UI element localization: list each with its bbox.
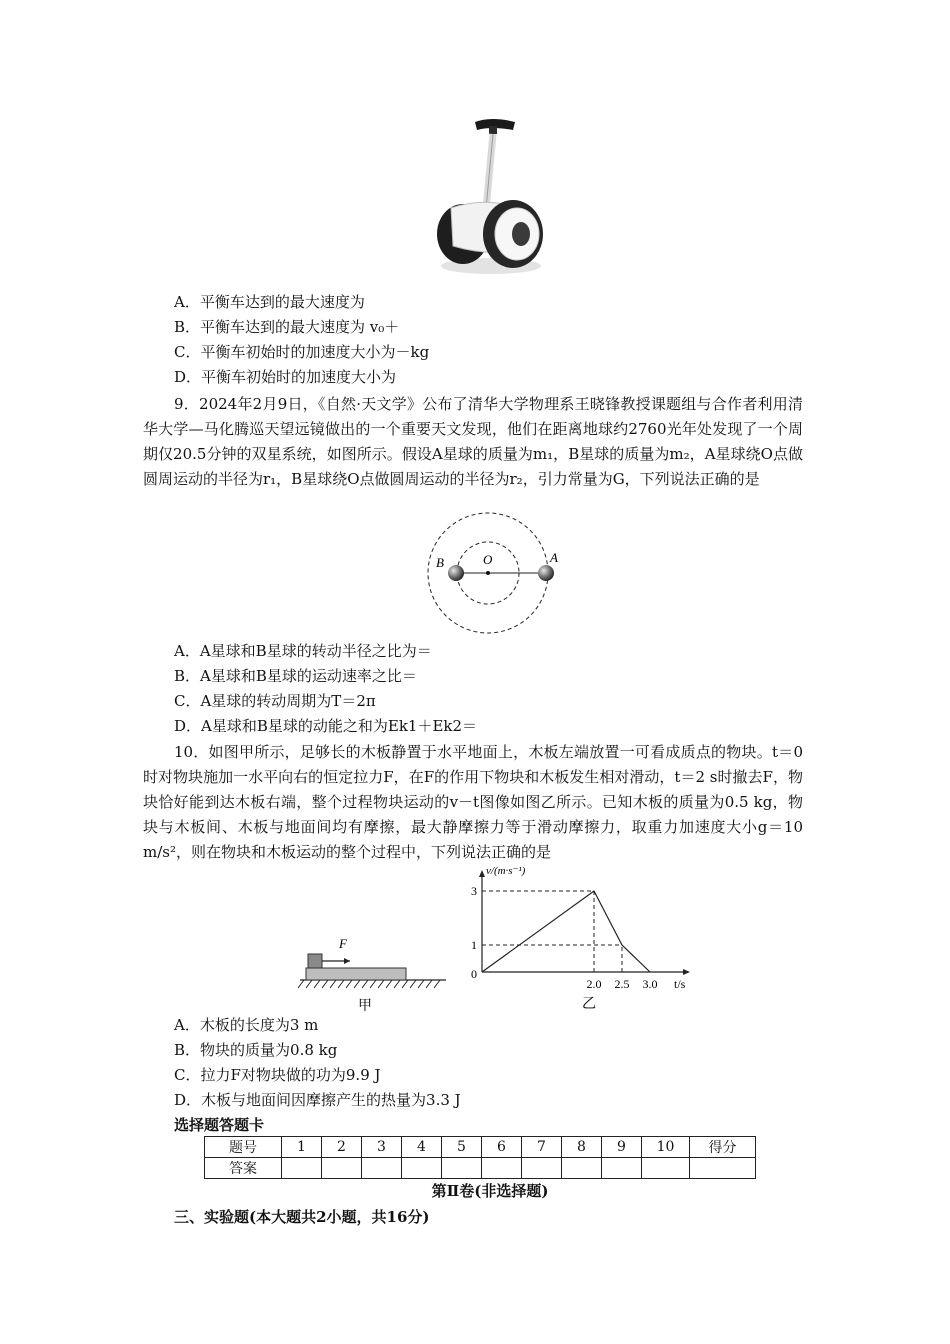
- vt-chart: [462, 860, 702, 1018]
- board: [306, 968, 406, 980]
- header-cell: 5: [442, 1137, 482, 1158]
- q10-option-d: D．木板与地面间因摩擦产生的热量为3.3 J: [174, 1091, 461, 1109]
- q10-option-c: C．拉力F对物块做的功为9.9 J: [174, 1066, 381, 1084]
- header-cell: 9: [602, 1137, 642, 1158]
- origin-label: 0: [471, 967, 477, 981]
- y-tick-label: 1: [471, 938, 477, 952]
- q9-option-b: B．A星球和B星球的运动速率之比＝: [174, 667, 417, 685]
- header-cell: 6: [482, 1137, 522, 1158]
- header-cell: 得分: [690, 1137, 756, 1158]
- label-a: A: [550, 550, 558, 565]
- header-cell: 题号: [205, 1137, 282, 1158]
- answer-cell[interactable]: [442, 1158, 482, 1179]
- score-cell[interactable]: [690, 1158, 756, 1179]
- answer-card-header-row: [205, 1137, 756, 1158]
- q8-option-b: B．平衡车达到的最大速度为 v₀＋: [174, 318, 400, 336]
- answer-cell[interactable]: [602, 1158, 642, 1179]
- star-b: [448, 565, 464, 581]
- answer-cell[interactable]: [362, 1158, 402, 1179]
- binary-star-figure: [420, 512, 570, 640]
- q9-option-a: A．A星球和B星球的转动半径之比为＝: [174, 642, 432, 660]
- header-cell: 8: [562, 1137, 602, 1158]
- header-cell: 3: [362, 1137, 402, 1158]
- answer-card-title: 选择题答题卡: [174, 1116, 265, 1134]
- label-o: O: [483, 552, 493, 567]
- answer-cell[interactable]: [522, 1158, 562, 1179]
- answer-cell[interactable]: [642, 1158, 690, 1179]
- q8-option-a: A．平衡车达到的最大速度为: [174, 293, 365, 311]
- force-label: F: [339, 936, 347, 951]
- y-axis-label: v/(m·s⁻¹): [486, 865, 526, 877]
- section-heading: 三、实验题(本大题共2小题，共16分): [174, 1208, 430, 1226]
- q10-stem: 10．如图甲所示，足够长的木板静置于水平地面上，木板左端放置一可看成质点的物块。t＝0时对物块施加一水平向右的恒定拉力F，在F的作用下物块和木板发生相对滑动，t＝2 s时撤去F，物块恰好能到达木板右端，整个过程物块运动的v－t图像如图乙所示。已知木板的质量为0.5 kg，物块与木板间、木板与地面间均有摩擦，最大静摩擦力等于滑动摩擦力，取重力加速度大小g＝10 m/s²，则在物块和木板运动的整个过程中，下列说法正确的是: [143, 743, 803, 861]
- q8-option-d: D．平衡车初始时的加速度大小为: [174, 368, 397, 386]
- header-cell: 7: [522, 1137, 562, 1158]
- answer-cell[interactable]: [322, 1158, 362, 1179]
- q8-option-c: C．平衡车初始时的加速度大小为－kg: [174, 343, 430, 361]
- figure-jia-label: 甲: [358, 999, 372, 1014]
- header-cell: 2: [322, 1137, 362, 1158]
- star-a: [538, 565, 554, 581]
- header-cell: 4: [402, 1137, 442, 1158]
- answer-cell[interactable]: [402, 1158, 442, 1179]
- q9-option-c: C．A星球的转动周期为T＝2π: [174, 692, 376, 710]
- x-tick-label: 2.5: [614, 977, 630, 991]
- header-cell: 1: [282, 1137, 322, 1158]
- vt-series-line: [482, 891, 650, 972]
- row-label-cell: 答案: [205, 1158, 282, 1179]
- q9-option-d: D．A星球和B星球的动能之和为Ek1＋Ek2＝: [174, 717, 478, 735]
- answer-cell[interactable]: [482, 1158, 522, 1179]
- q10-option-a: A．木板的长度为3 m: [174, 1016, 319, 1034]
- label-b: B: [436, 555, 444, 570]
- x-tick-label: 3.0: [642, 977, 658, 991]
- header-cell: 10: [642, 1137, 690, 1158]
- y-tick-label: 3: [471, 884, 477, 898]
- figure-yi-label: 乙: [582, 997, 596, 1012]
- block: [308, 954, 322, 968]
- volume-title: 第Ⅱ卷(非选择题): [431, 1182, 549, 1200]
- answer-cell[interactable]: [282, 1158, 322, 1179]
- answer-cell[interactable]: [562, 1158, 602, 1179]
- figure-jia: [292, 930, 452, 1016]
- x-axis-label: t/s: [674, 977, 686, 991]
- answer-card-answer-row: [205, 1158, 756, 1179]
- balance-scooter-image: [425, 108, 555, 278]
- x-tick-label: 2.0: [586, 977, 602, 991]
- answer-card-table: [204, 1136, 756, 1179]
- q10-option-b: B．物块的质量为0.8 kg: [174, 1041, 338, 1059]
- q9-stem: 9．2024年2月9日，《自然·天文学》公布了清华大学物理系王晓锋教授课题组与合作者利用清华大学—马化腾巡天望远镜做出的一个重要天文发现，他们在距离地球约2760光年处发现了一个周期仅20.5分钟的双星系统，如图所示。假设A星球的质量为m₁，B星球的质量为m₂，A星球绕O点做圆周运动的半径为r₁，B星球绕O点做圆周运动的半径为r₂，引力常量为G，下列说法正确的是: [143, 395, 803, 488]
